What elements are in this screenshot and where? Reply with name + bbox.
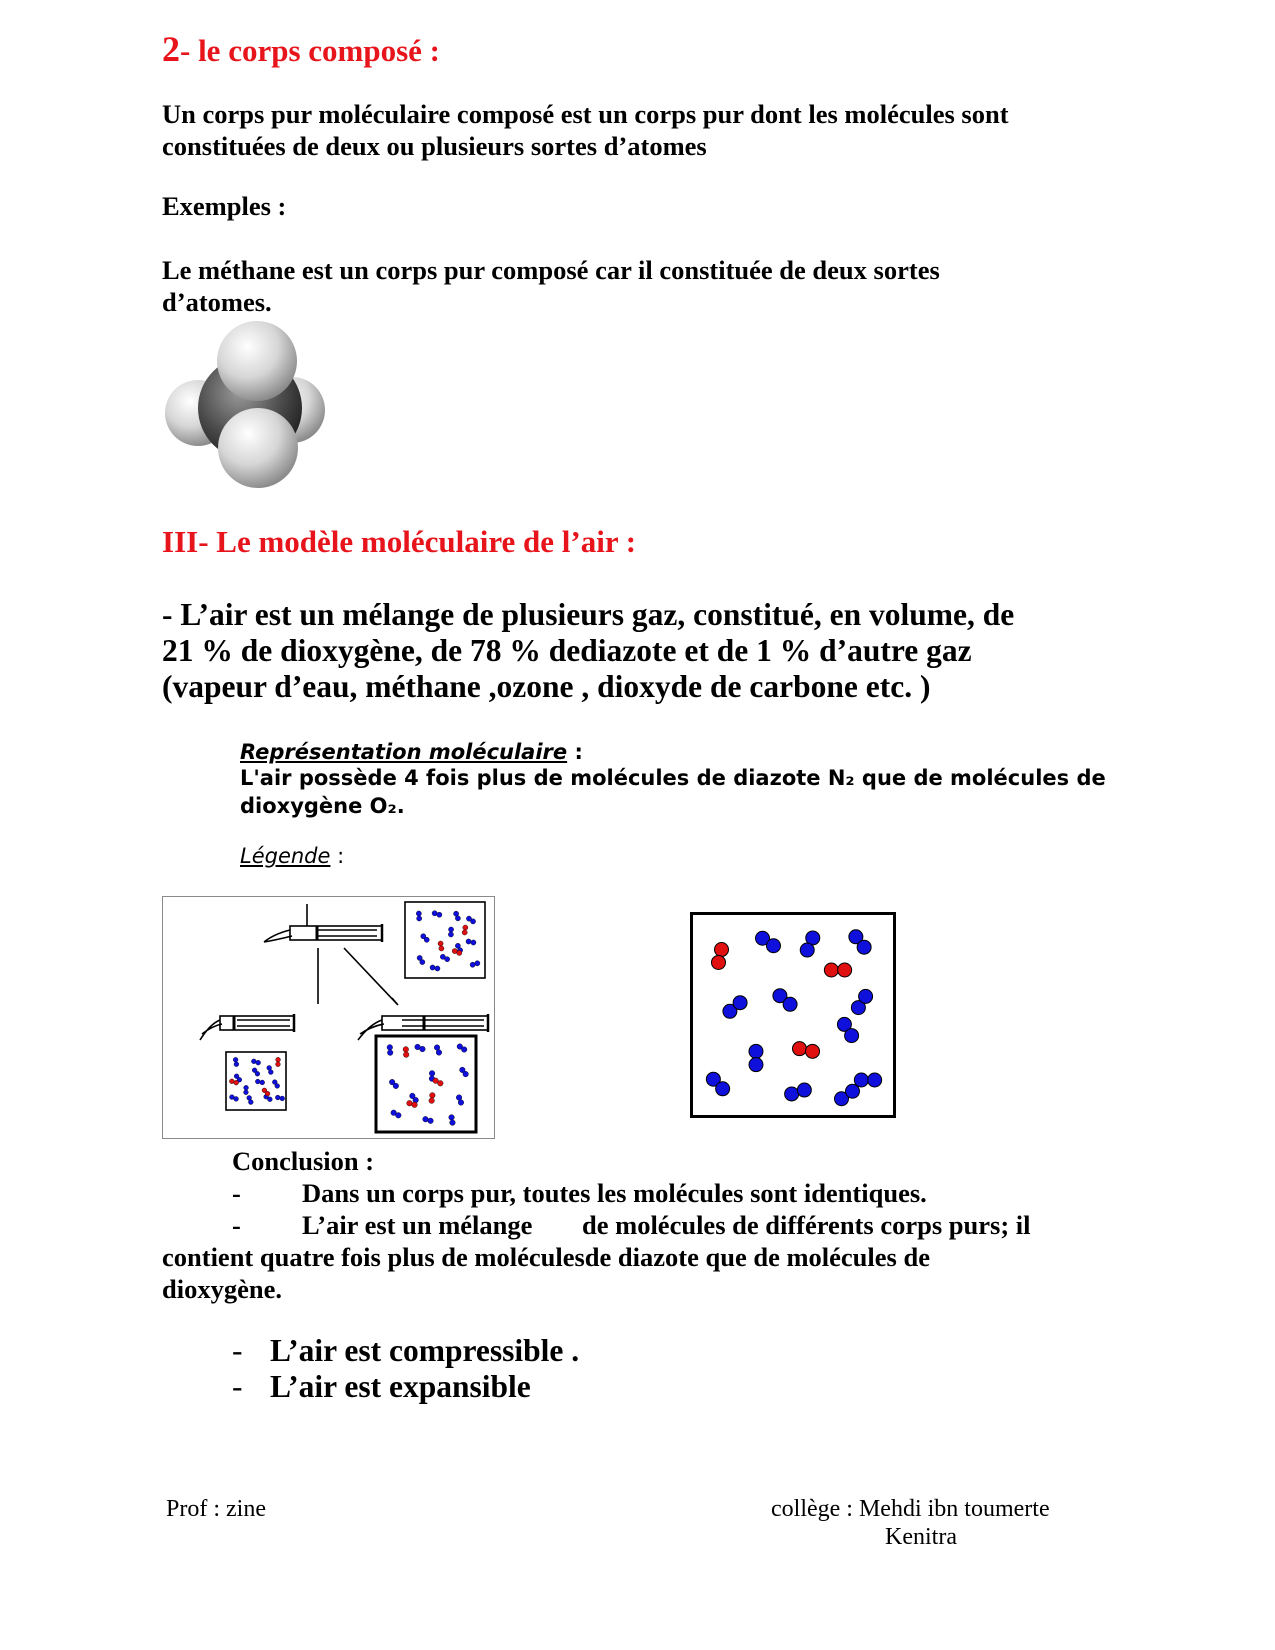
atom bbox=[267, 1097, 272, 1102]
atom bbox=[857, 940, 871, 954]
atom bbox=[255, 1071, 260, 1076]
atom bbox=[438, 1080, 444, 1086]
atom bbox=[255, 1079, 260, 1084]
atom bbox=[458, 1100, 464, 1106]
section-2-number: 2 bbox=[162, 29, 180, 69]
property-2: L’air est expansible bbox=[270, 1369, 531, 1404]
n2-molecule bbox=[387, 1045, 393, 1056]
atom bbox=[438, 941, 443, 946]
atom bbox=[244, 1085, 249, 1090]
definition-line-1: Un corps pur moléculaire composé est un corps pur dont les molécules sont bbox=[162, 99, 1009, 129]
atom bbox=[797, 1083, 811, 1097]
diagram-arrows bbox=[307, 904, 398, 1005]
atom bbox=[432, 911, 437, 916]
atom bbox=[435, 966, 440, 971]
atom bbox=[448, 932, 453, 937]
atom bbox=[265, 1091, 270, 1096]
atom bbox=[275, 1095, 280, 1100]
conclusion-item-2-part-2: de molécules de différents corps purs; il bbox=[582, 1210, 1031, 1240]
conclusion-item-2-line-3: dioxygène. bbox=[162, 1274, 282, 1304]
n2-molecule bbox=[449, 1115, 456, 1126]
n2-molecule bbox=[272, 1080, 279, 1089]
atom bbox=[824, 963, 838, 977]
atom bbox=[248, 1100, 253, 1105]
atom bbox=[437, 912, 442, 917]
conclusion-item-1-marker: - bbox=[232, 1178, 241, 1208]
atom bbox=[470, 962, 475, 967]
o2-molecule bbox=[262, 1088, 270, 1096]
o2-molecule bbox=[462, 925, 468, 935]
conclusion-item-2-marker: - bbox=[232, 1210, 241, 1240]
n2-molecule bbox=[417, 955, 425, 964]
air-composition-line-3: (vapeur d’eau, méthane ,ozone , dioxyde de carbone etc. ) bbox=[162, 669, 931, 704]
atom bbox=[233, 1057, 238, 1062]
atom bbox=[234, 1096, 239, 1101]
atom bbox=[800, 943, 814, 957]
atom bbox=[424, 937, 429, 942]
atom bbox=[470, 919, 475, 924]
atom bbox=[276, 1057, 281, 1062]
n2-molecule bbox=[233, 1057, 239, 1066]
atom bbox=[766, 939, 780, 953]
atom bbox=[244, 1090, 249, 1095]
atom bbox=[412, 1102, 418, 1108]
n2-molecule bbox=[423, 1116, 434, 1123]
n2-molecule bbox=[416, 911, 422, 921]
atom bbox=[403, 1047, 409, 1053]
legend-label: Légende bbox=[240, 844, 331, 868]
n2-molecule bbox=[244, 1085, 249, 1094]
o2-molecule bbox=[276, 1057, 281, 1066]
atom bbox=[280, 1096, 285, 1101]
conclusion-item-2-part-1: L’air est un mélange bbox=[302, 1210, 533, 1240]
atom bbox=[276, 1062, 281, 1067]
examples-label: Exemples : bbox=[162, 191, 287, 221]
syringe-top bbox=[264, 924, 382, 942]
example-line-1: Le méthane est un corps pur composé car il constituée de deux sortes bbox=[162, 255, 940, 285]
representation-label-suffix: : bbox=[567, 740, 583, 764]
atom bbox=[749, 1044, 763, 1058]
hydrogen-atom bbox=[217, 321, 297, 401]
hydrogen-atom bbox=[218, 408, 298, 488]
atom bbox=[268, 1070, 273, 1075]
atom bbox=[430, 965, 435, 970]
example-line-2: d’atomes. bbox=[162, 287, 272, 317]
atom bbox=[445, 957, 450, 962]
n2-molecule bbox=[267, 1065, 273, 1074]
footer-city: Kenitra bbox=[885, 1524, 957, 1550]
o2-molecule bbox=[433, 1078, 443, 1086]
o2-molecule bbox=[438, 941, 444, 951]
atom bbox=[785, 1087, 799, 1101]
n2-molecule bbox=[275, 1095, 284, 1101]
n2-molecule bbox=[251, 1059, 260, 1065]
figure-frame bbox=[163, 897, 495, 1139]
n2-molecule bbox=[460, 1067, 469, 1077]
air-composition-line-2: 21 % de dioxygène, de 78 % dediazote et de 1 % d’autre gaz bbox=[162, 633, 972, 668]
property-1-marker: - bbox=[232, 1333, 243, 1368]
atom bbox=[715, 943, 729, 957]
atom bbox=[854, 1073, 868, 1087]
atom bbox=[403, 1052, 409, 1058]
atom bbox=[783, 997, 797, 1011]
atom bbox=[462, 930, 467, 935]
atom bbox=[251, 1059, 256, 1064]
n2-molecule bbox=[454, 911, 461, 921]
section-2-heading bbox=[162, 28, 440, 70]
atom bbox=[749, 1058, 763, 1072]
conclusion-item-2-line-2: contient quatre fois plus de moléculesde diazote que de molécules de bbox=[162, 1242, 930, 1272]
atom bbox=[859, 989, 873, 1003]
atom bbox=[461, 1047, 467, 1053]
n2-molecule bbox=[421, 934, 430, 943]
syringe-left bbox=[200, 1014, 294, 1040]
atom bbox=[455, 916, 460, 921]
n2-molecule bbox=[440, 954, 450, 962]
n2-molecule bbox=[255, 1079, 264, 1085]
atom bbox=[423, 1116, 429, 1122]
section-3-heading: III- Le modèle moléculaire de l’air : bbox=[162, 524, 637, 559]
atom bbox=[429, 1098, 435, 1104]
representation-line-1: L'air possède 4 fois plus de molécules de diazote N₂ que de molécules de bbox=[240, 766, 1106, 790]
atom bbox=[430, 1093, 436, 1099]
atom bbox=[733, 996, 747, 1010]
atom bbox=[792, 1042, 806, 1056]
n2-molecule bbox=[252, 1068, 260, 1076]
methane-molecule-image bbox=[160, 318, 335, 498]
n2-molecule bbox=[456, 1095, 464, 1106]
atom bbox=[234, 1080, 239, 1085]
n2-molecule bbox=[470, 961, 480, 968]
atom bbox=[387, 1050, 393, 1056]
conclusion-title: Conclusion : bbox=[232, 1146, 375, 1176]
atom bbox=[234, 1062, 239, 1067]
representation-label: Représentation moléculaire bbox=[240, 740, 568, 764]
atom bbox=[393, 1083, 399, 1089]
air-composition-line-1: - L’air est un mélange de plusieurs gaz, constitué, en volume, de bbox=[162, 597, 1015, 632]
n2-molecule bbox=[229, 1095, 238, 1102]
atom bbox=[845, 1029, 859, 1043]
n2-molecule bbox=[432, 911, 442, 918]
atom bbox=[448, 927, 453, 932]
atom bbox=[396, 1112, 402, 1118]
atom bbox=[387, 1045, 393, 1051]
atom bbox=[260, 1080, 265, 1085]
atom bbox=[420, 959, 425, 964]
atom bbox=[256, 1060, 261, 1065]
atom bbox=[806, 1044, 820, 1058]
atom bbox=[416, 911, 421, 916]
atom bbox=[428, 1118, 434, 1124]
atom bbox=[711, 955, 725, 969]
o2-molecule bbox=[403, 1047, 409, 1058]
n2-molecule bbox=[430, 965, 440, 971]
atom bbox=[449, 1115, 455, 1121]
representation-heading bbox=[240, 738, 583, 766]
property-2-marker: - bbox=[232, 1369, 243, 1404]
n2-molecule bbox=[247, 1095, 253, 1104]
atom bbox=[471, 940, 476, 945]
atom bbox=[475, 961, 480, 966]
atom bbox=[450, 1120, 456, 1126]
footer-school: collège : Mehdi ibn toumerte bbox=[771, 1496, 1050, 1522]
n2-molecule bbox=[466, 939, 476, 945]
n2-molecule bbox=[457, 1044, 467, 1053]
legend-heading bbox=[240, 842, 344, 870]
atom bbox=[436, 1050, 442, 1056]
atom bbox=[463, 1071, 469, 1077]
definition-line-2: constituées de deux ou plusieurs sortes d’atomes bbox=[162, 131, 707, 161]
o2-molecule bbox=[429, 1093, 435, 1104]
atom bbox=[868, 1073, 882, 1087]
atom bbox=[420, 1046, 426, 1052]
atom bbox=[838, 963, 852, 977]
air-molecular-model bbox=[690, 912, 898, 1120]
section-2-title: - le corps composé : bbox=[180, 33, 440, 68]
n2-molecule bbox=[391, 1110, 401, 1118]
atom bbox=[407, 1100, 413, 1106]
representation-line-2: dioxygène O₂. bbox=[240, 794, 405, 818]
atom bbox=[229, 1079, 234, 1084]
atom bbox=[439, 946, 444, 951]
atom bbox=[466, 939, 471, 944]
atom bbox=[463, 925, 468, 930]
atom bbox=[429, 1071, 435, 1077]
footer-teacher: Prof : zine bbox=[166, 1496, 266, 1522]
n2-molecule bbox=[415, 1044, 426, 1052]
legend-label-suffix: : bbox=[330, 844, 345, 868]
n2-molecule bbox=[389, 1079, 398, 1088]
property-1: L’air est compressible . bbox=[270, 1333, 580, 1368]
atom bbox=[275, 1084, 280, 1089]
mini-molecules bbox=[229, 911, 480, 1126]
n2-molecule bbox=[448, 927, 453, 937]
conclusion-item-1: Dans un corps pur, toutes les molécules sont identiques. bbox=[302, 1178, 927, 1208]
atom bbox=[417, 916, 422, 921]
n2-molecule bbox=[434, 1045, 442, 1056]
n2-molecule bbox=[466, 916, 475, 924]
syringe-experiment-figure bbox=[162, 896, 496, 1141]
atom bbox=[716, 1082, 730, 1096]
atom bbox=[457, 950, 462, 955]
